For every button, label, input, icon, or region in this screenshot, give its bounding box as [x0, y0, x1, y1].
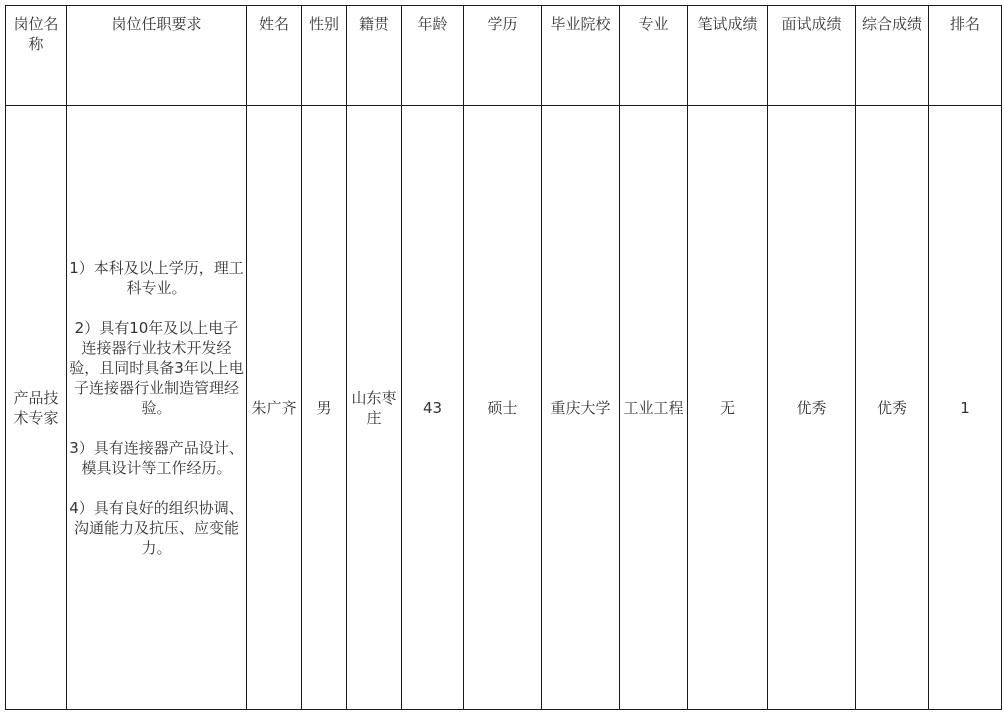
cell-name: 朱广齐	[247, 106, 302, 710]
requirement-item: 1）本科及以上学历，理工科专业。	[69, 258, 244, 297]
header-education: 学历	[464, 6, 542, 106]
cell-overall-score: 优秀	[856, 106, 929, 710]
header-rank: 排名	[929, 6, 1002, 106]
cell-position: 产品技术专家	[6, 106, 67, 710]
header-written-score: 笔试成绩	[688, 6, 768, 106]
header-school: 毕业院校	[542, 6, 620, 106]
header-age: 年龄	[402, 6, 464, 106]
header-name: 姓名	[247, 6, 302, 106]
header-position: 岗位名称	[6, 6, 67, 106]
header-overall-score: 综合成绩	[856, 6, 929, 106]
cell-rank: 1	[929, 106, 1002, 710]
header-requirements: 岗位任职要求	[67, 6, 247, 106]
results-table	[5, 5, 1002, 710]
cell-major: 工业工程	[620, 106, 688, 710]
cell-interview-score: 优秀	[768, 106, 856, 710]
table-row	[6, 106, 1002, 710]
cell-education: 硕士	[464, 106, 542, 710]
cell-requirements	[67, 106, 247, 710]
header-native-place: 籍贯	[347, 6, 402, 106]
header-gender: 性别	[302, 6, 347, 106]
cell-native-place: 山东枣庄	[347, 106, 402, 710]
header-row	[6, 6, 1002, 106]
cell-school: 重庆大学	[542, 106, 620, 710]
requirement-item: 4）具有良好的组织协调、沟通能力及抗压、应变能力。	[69, 498, 244, 557]
cell-written-score: 无	[688, 106, 768, 710]
requirement-item: 2）具有10年及以上电子连接器行业技术开发经验，且同时具备3年以上电子连接器行业制造管理经验。	[69, 318, 244, 417]
cell-gender: 男	[302, 106, 347, 710]
cell-age: 43	[402, 106, 464, 710]
header-major: 专业	[620, 6, 688, 106]
header-interview-score: 面试成绩	[768, 6, 856, 106]
requirement-item: 3）具有连接器产品设计、模具设计等工作经历。	[69, 438, 244, 477]
